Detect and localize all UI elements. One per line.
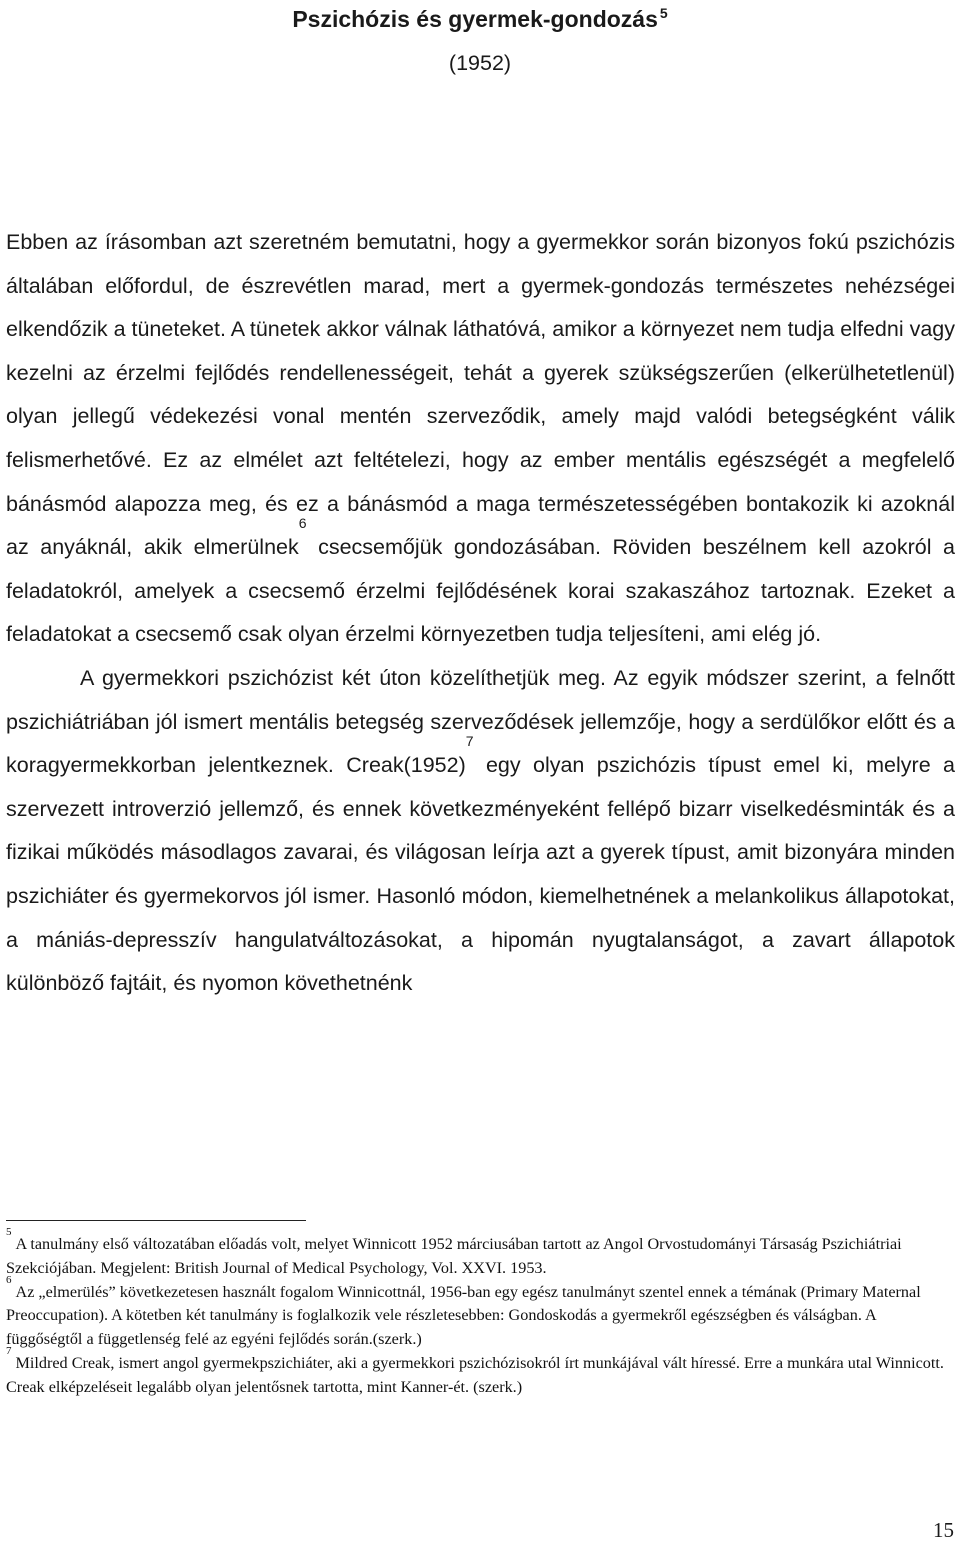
footnote-text: Mildred Creak, ismert angol gyermekpszichiáter, aki a gyermekkori pszichózisokról írt munkájával vált híressé. Erre a munkára utal Winnicott. Creak elképzeléseit legalább olyan jelentősnek tartotta, mint Kanner-ét. (szerk.) (6, 1353, 944, 1396)
title-text: Pszichózis és gyermek-gondozás (292, 6, 658, 32)
page-title (0, 4, 960, 34)
footnote-ref-5[interactable]: 5 (659, 5, 668, 21)
paragraph-2 (6, 657, 955, 1006)
footnote-ref-6[interactable]: 6 (298, 515, 307, 532)
paragraph-2-part-2: egy olyan pszichózis típust emel ki, melyre a szervezett introverzió jellemző, és ennek következményeként fellépő bizarr viselkedésminták és a fizikai működés másodlagos zavarai, és világosan leírja azt a gyerek típust, amit bizonyára minden pszichiáter és gyermekorvos jól ismer. Hasonló módon, kiemelhetnének a melankolikus állapotokat, a mániás-depresszív hangulatváltozásokat, a hipomán nyugtalanságot, a zavart állapotok különböző fajtáit, és nyomon követhetnénk (6, 753, 955, 996)
footnote-5 (6, 1226, 955, 1281)
footnote-number: 5 (6, 1226, 12, 1238)
footnote-text: Az „elmerülés” következetesen használt fogalom Winnicottnál, 1956-ban egy egész tanulmányt szentel ennek a témának (Primary Maternal Preoccupation). A kötetben két tanulmány is foglalkozik vele részletesebben: Gondoskodás a gyermekről egészségben és válságban. A függőségtől a függetlenség felé az egyéni fejlődés során.(szerk.) (6, 1282, 921, 1349)
paragraph-1-part-2: csecsemőjük gondozásában. Röviden beszélnem kell azokról a feladatokról, amelyek a csecsemő érzelmi fejlődésének korai szakaszához tartoznak. Ezeket a feladatokat a csecsemő csak olyan érzelmi környezetben tudja teljesíteni, ami elég jó. (6, 535, 955, 647)
paragraph-2-part-1: A gyermekkori pszichózist két úton közelíthetjük meg. Az egyik módszer szerint, a felnőtt pszichiátriában jól ismert mentális betegség szerveződések jellemzője, hogy a serdülőkor előtt és a koragyermekkorban jelentkeznek. Creak(1952) (6, 665, 955, 778)
footnote-text: A tanulmány első változatában előadás volt, melyet Winnicott 1952 márciusában tartott az Angol Orvostudományi Társaság Pszichiátriai Szekciójában. Megjelent: British Journal of Medical Psychology, Vol. XXVI. 1953. (6, 1235, 902, 1277)
paragraph-1-part-1: Ebben az írásomban azt szeretném bemutatni, hogy a gyermekkor során bizonyos fokú pszichózis általában előfordul, de észrevétlen marad, mert a gyermek-gondozás természetes nehézségei elkendőzik a tüneteket. A tünetek akkor válnak láthatóvá, amikor a környezet nem tudja elfedni vagy kezelni az érzelmi fejlődés rendellenességeit, tehát a gyerek szükségszerűen (elkerülhetetlenül) olyan jellegű védekezési vonal mentén szerveződik, amely majd valódi betegségként válik felismerhetővé. Ez az elmélet azt feltételezi, hogy az ember mentális egészségét a megfelelő bánásmód alapozza meg, és ez a bánásmód a maga természetességében bontakozik ki azoknál az anyáknál, akik elmerülnek (6, 230, 955, 560)
body-text (6, 221, 955, 1006)
footnote-6 (6, 1273, 955, 1352)
footnote-ref-7[interactable]: 7 (465, 733, 474, 750)
footnote-number: 6 (6, 1273, 12, 1286)
footnote-number: 7 (6, 1344, 12, 1357)
footnote-7 (6, 1344, 955, 1400)
footnotes (6, 1226, 955, 1400)
paragraph-1 (6, 221, 955, 657)
footnote-separator (6, 1220, 306, 1221)
page-number: 15 (933, 1518, 954, 1542)
publication-year: (1952) (448, 51, 512, 75)
